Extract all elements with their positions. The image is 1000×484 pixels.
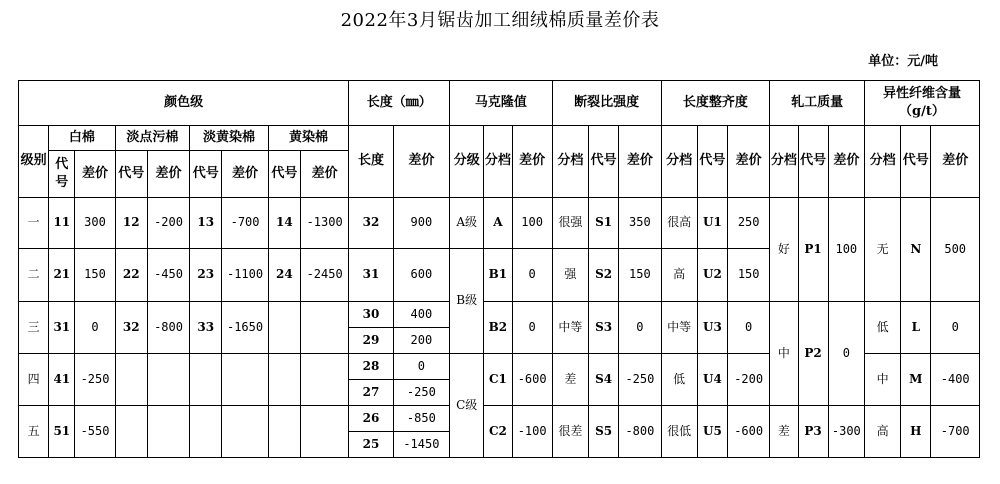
length-value: 28 bbox=[349, 354, 393, 380]
str-level: 差 bbox=[552, 354, 588, 406]
header-micronaire: 马克隆值 bbox=[450, 81, 553, 126]
header-yellow-diff: 差价 bbox=[300, 151, 348, 198]
header-white: 白棉 bbox=[49, 126, 115, 151]
header-str-level: 分档 bbox=[552, 126, 588, 198]
ff-code: N bbox=[901, 198, 931, 302]
grade-label: 二 bbox=[19, 249, 49, 302]
spotted-empty bbox=[115, 354, 147, 406]
uni-code: U5 bbox=[697, 406, 727, 458]
str-code: S4 bbox=[589, 354, 619, 406]
ff-code: H bbox=[901, 406, 931, 458]
gin-code: P1 bbox=[798, 198, 828, 302]
mic-grade: C级 bbox=[450, 354, 484, 458]
str-diff: 0 bbox=[619, 302, 661, 354]
page-title: 2022年3月锯齿加工细绒棉质量差价表 bbox=[340, 10, 660, 31]
header-white-diff: 差价 bbox=[75, 151, 115, 198]
str-diff: 150 bbox=[619, 249, 661, 302]
length-value: 25 bbox=[349, 432, 393, 458]
spotted-code: 12 bbox=[115, 198, 147, 249]
length-diff: -250 bbox=[393, 380, 449, 406]
yellow-empty bbox=[300, 302, 348, 354]
grade-label: 五 bbox=[19, 406, 49, 458]
white-diff: 0 bbox=[75, 302, 115, 354]
length-value: 32 bbox=[349, 198, 393, 249]
header-length-diff: 差价 bbox=[393, 126, 449, 198]
header-foreign-fiber bbox=[864, 81, 979, 126]
str-level: 很差 bbox=[552, 406, 588, 458]
header-gin-level: 分档 bbox=[770, 126, 798, 198]
header-light-spotted: 淡点污棉 bbox=[115, 126, 190, 151]
grade-label: 三 bbox=[19, 302, 49, 354]
length-value: 29 bbox=[349, 328, 393, 354]
mic-diff: 0 bbox=[512, 302, 552, 354]
uni-level: 很低 bbox=[661, 406, 697, 458]
yellow-diff: -1300 bbox=[300, 198, 348, 249]
header-uniformity: 长度整齐度 bbox=[661, 81, 770, 126]
lyellow-code: 13 bbox=[190, 198, 222, 249]
white-code: 41 bbox=[49, 354, 75, 406]
white-diff: 300 bbox=[75, 198, 115, 249]
header-str-code: 代号 bbox=[589, 126, 619, 198]
length-value: 27 bbox=[349, 380, 393, 406]
str-diff: -250 bbox=[619, 354, 661, 406]
ff-diff: 0 bbox=[931, 302, 980, 354]
lyellow-diff: -1650 bbox=[222, 302, 268, 354]
spotted-diff: -200 bbox=[147, 198, 189, 249]
mic-level: C1 bbox=[484, 354, 512, 406]
mic-level: B1 bbox=[484, 249, 512, 302]
length-diff: 200 bbox=[393, 328, 449, 354]
mic-grade: B级 bbox=[450, 249, 484, 354]
str-level: 中等 bbox=[552, 302, 588, 354]
header-lyellow-diff: 差价 bbox=[222, 151, 268, 198]
spotted-empty bbox=[147, 354, 189, 406]
uni-code: U1 bbox=[697, 198, 727, 249]
unit-label: 单位：元/吨 bbox=[868, 54, 938, 69]
grade-label: 一 bbox=[19, 198, 49, 249]
header-ff-code: 代号 bbox=[901, 126, 931, 198]
uni-code: U4 bbox=[697, 354, 727, 406]
uni-level: 高 bbox=[661, 249, 697, 302]
ff-diff: 500 bbox=[931, 198, 980, 302]
yellow-empty bbox=[268, 302, 300, 354]
uni-diff: -600 bbox=[728, 406, 770, 458]
str-code: S3 bbox=[589, 302, 619, 354]
uni-code: U2 bbox=[697, 249, 727, 302]
uni-level: 低 bbox=[661, 354, 697, 406]
white-code: 51 bbox=[49, 406, 75, 458]
length-value: 26 bbox=[349, 406, 393, 432]
gin-level: 中 bbox=[770, 302, 798, 406]
header-gin-diff: 差价 bbox=[828, 126, 864, 198]
header-ginning: 轧工质量 bbox=[770, 81, 865, 126]
header-str-diff: 差价 bbox=[619, 126, 661, 198]
price-table bbox=[18, 80, 980, 458]
spotted-code: 22 bbox=[115, 249, 147, 302]
mic-level: B2 bbox=[484, 302, 512, 354]
header-length-sub: 长度 bbox=[349, 126, 393, 198]
spotted-empty bbox=[115, 406, 147, 458]
white-code: 11 bbox=[49, 198, 75, 249]
str-code: S1 bbox=[589, 198, 619, 249]
yellow-empty bbox=[300, 406, 348, 458]
white-code: 21 bbox=[49, 249, 75, 302]
uni-diff: 150 bbox=[728, 249, 770, 302]
gin-code: P2 bbox=[798, 302, 828, 406]
length-diff: -1450 bbox=[393, 432, 449, 458]
lyellow-empty bbox=[190, 406, 222, 458]
yellow-empty bbox=[268, 354, 300, 406]
header-uni-diff: 差价 bbox=[728, 126, 770, 198]
length-diff: -850 bbox=[393, 406, 449, 432]
lyellow-diff: -1100 bbox=[222, 249, 268, 302]
uni-level: 很高 bbox=[661, 198, 697, 249]
header-mic-level: 分档 bbox=[484, 126, 512, 198]
grade-label: 四 bbox=[19, 354, 49, 406]
spotted-code: 32 bbox=[115, 302, 147, 354]
mic-diff: -100 bbox=[512, 406, 552, 458]
mic-level: A bbox=[484, 198, 512, 249]
gin-code: P3 bbox=[798, 406, 828, 458]
header-lyellow-code: 代号 bbox=[190, 151, 222, 198]
yellow-code: 24 bbox=[268, 249, 300, 302]
mic-diff: 0 bbox=[512, 249, 552, 302]
gin-diff: 0 bbox=[828, 302, 864, 406]
length-diff: 600 bbox=[393, 249, 449, 302]
str-code: S2 bbox=[589, 249, 619, 302]
mic-diff: 100 bbox=[512, 198, 552, 249]
length-value: 31 bbox=[349, 249, 393, 302]
lyellow-empty bbox=[190, 354, 222, 406]
header-white-code: 代号 bbox=[49, 151, 75, 198]
ff-diff: -400 bbox=[931, 354, 980, 406]
uni-diff: 0 bbox=[728, 302, 770, 354]
uni-code: U3 bbox=[697, 302, 727, 354]
header-grade-col: 级别 bbox=[19, 126, 49, 198]
header-spotted-diff: 差价 bbox=[147, 151, 189, 198]
header-mic-grade: 分级 bbox=[450, 126, 484, 198]
ff-level: 低 bbox=[864, 302, 900, 354]
lyellow-empty bbox=[222, 354, 268, 406]
uni-level: 中等 bbox=[661, 302, 697, 354]
ff-diff: -700 bbox=[931, 406, 980, 458]
yellow-diff: -2450 bbox=[300, 249, 348, 302]
white-diff: -250 bbox=[75, 354, 115, 406]
header-gin-code: 代号 bbox=[798, 126, 828, 198]
header-ff-level: 分档 bbox=[864, 126, 900, 198]
header-length: 长度（㎜） bbox=[349, 81, 450, 126]
header-foreign-fiber-text: 异性纤维含量（g/t） bbox=[882, 86, 961, 119]
str-code: S5 bbox=[589, 406, 619, 458]
header-ff-diff: 差价 bbox=[931, 126, 980, 198]
white-diff: -550 bbox=[75, 406, 115, 458]
length-value: 30 bbox=[349, 302, 393, 328]
str-diff: -800 bbox=[619, 406, 661, 458]
ff-level: 高 bbox=[864, 406, 900, 458]
mic-grade: A级 bbox=[450, 198, 484, 249]
mic-diff: -600 bbox=[512, 354, 552, 406]
spotted-empty bbox=[147, 406, 189, 458]
ff-level: 无 bbox=[864, 198, 900, 302]
yellow-code: 14 bbox=[268, 198, 300, 249]
lyellow-code: 23 bbox=[190, 249, 222, 302]
header-yellow: 黄染棉 bbox=[268, 126, 349, 151]
length-diff: 400 bbox=[393, 302, 449, 328]
gin-diff: -300 bbox=[828, 406, 864, 458]
ff-code: M bbox=[901, 354, 931, 406]
gin-level: 差 bbox=[770, 406, 798, 458]
white-code: 31 bbox=[49, 302, 75, 354]
header-mic-diff: 差价 bbox=[512, 126, 552, 198]
header-spotted-code: 代号 bbox=[115, 151, 147, 198]
lyellow-diff: -700 bbox=[222, 198, 268, 249]
mic-level: C2 bbox=[484, 406, 512, 458]
gin-level: 好 bbox=[770, 198, 798, 302]
header-uni-code: 代号 bbox=[697, 126, 727, 198]
header-strength: 断裂比强度 bbox=[552, 81, 661, 126]
header-color-grade: 颜色级 bbox=[19, 81, 349, 126]
str-level: 强 bbox=[552, 249, 588, 302]
ff-level: 中 bbox=[864, 354, 900, 406]
header-yellow-code: 代号 bbox=[268, 151, 300, 198]
spotted-diff: -800 bbox=[147, 302, 189, 354]
yellow-empty bbox=[300, 354, 348, 406]
length-diff: 900 bbox=[393, 198, 449, 249]
header-light-yellow: 淡黄染棉 bbox=[190, 126, 269, 151]
uni-diff: -200 bbox=[728, 354, 770, 406]
lyellow-code: 33 bbox=[190, 302, 222, 354]
header-uni-level: 分档 bbox=[661, 126, 697, 198]
lyellow-empty bbox=[222, 406, 268, 458]
yellow-empty bbox=[268, 406, 300, 458]
length-diff: 0 bbox=[393, 354, 449, 380]
str-level: 很强 bbox=[552, 198, 588, 249]
ff-code: L bbox=[901, 302, 931, 354]
spotted-diff: -450 bbox=[147, 249, 189, 302]
gin-diff: 100 bbox=[828, 198, 864, 302]
str-diff: 350 bbox=[619, 198, 661, 249]
uni-diff: 250 bbox=[728, 198, 770, 249]
white-diff: 150 bbox=[75, 249, 115, 302]
